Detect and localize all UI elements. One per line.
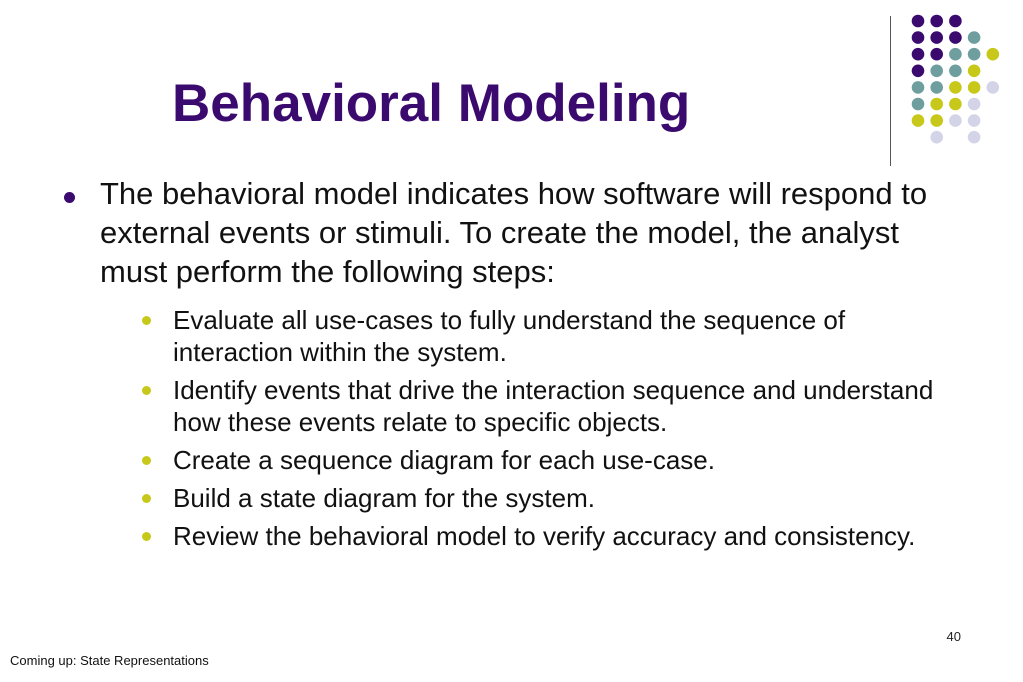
decorative-dot — [949, 114, 962, 127]
decorative-dot — [949, 65, 962, 78]
title-divider-line — [890, 16, 891, 166]
decorative-dot — [912, 114, 925, 127]
decorative-dot — [912, 65, 925, 78]
main-bullet-text: The behavioral model indicates how software will respond to external events or stimuli. To create the model, the analyst must perform the following steps: — [100, 176, 928, 289]
decorative-dot — [968, 48, 981, 61]
decorative-dot — [912, 81, 925, 94]
decorative-dot — [949, 31, 962, 44]
decorative-dot — [930, 65, 943, 78]
main-bullet — [60, 174, 960, 291]
sub-bullet-list — [140, 304, 970, 558]
sub-bullet-text: Create a sequence diagram for each use-case. — [173, 445, 715, 475]
page-number: 40 — [946, 629, 961, 644]
decorative-dot — [912, 98, 925, 111]
decorative-dot — [968, 114, 981, 127]
sub-bullet-marker — [142, 386, 151, 395]
decorative-dot — [968, 131, 981, 144]
decorative-dot — [930, 31, 943, 44]
decorative-dot — [930, 48, 943, 61]
decorative-dot — [949, 81, 962, 94]
decorative-dot — [930, 98, 943, 111]
sub-bullet-item — [140, 444, 970, 476]
sub-bullet-marker — [142, 316, 151, 325]
sub-bullet-item — [140, 520, 970, 552]
sub-bullet-text: Review the behavioral model to verify accuracy and consistency. — [173, 521, 916, 551]
sub-bullet-text: Identify events that drive the interaction sequence and understand how these events relate to specific objects. — [173, 375, 934, 437]
decorative-dot — [912, 48, 925, 61]
sub-bullet-marker — [142, 532, 151, 541]
main-bullet-marker — [64, 192, 75, 203]
sub-bullet-marker — [142, 494, 151, 503]
slide-title: Behavioral Modeling — [172, 74, 691, 133]
decorative-dot — [968, 31, 981, 44]
decorative-dot — [930, 131, 943, 144]
footer-note: Coming up: State Representations — [10, 653, 209, 668]
decorative-dot — [987, 48, 1000, 61]
decorative-dot — [930, 114, 943, 127]
decorative-dot — [930, 15, 943, 28]
decorative-dot — [968, 65, 981, 78]
decorative-dot — [949, 98, 962, 111]
decorative-dot — [930, 81, 943, 94]
decorative-dot — [949, 15, 962, 28]
sub-bullet-item — [140, 482, 970, 514]
sub-bullet-item — [140, 374, 970, 438]
sub-bullet-text: Evaluate all use-cases to fully understand the sequence of interaction within the system. — [173, 305, 846, 367]
decorative-dot — [968, 98, 981, 111]
decorative-dot — [968, 81, 981, 94]
decorative-dot — [949, 48, 962, 61]
decorative-dot — [987, 81, 1000, 94]
decorative-dot — [912, 15, 925, 28]
sub-bullet-item — [140, 304, 970, 368]
sub-bullet-marker — [142, 456, 151, 465]
sub-bullet-text: Build a state diagram for the system. — [173, 483, 595, 513]
decorative-dot — [912, 31, 925, 44]
